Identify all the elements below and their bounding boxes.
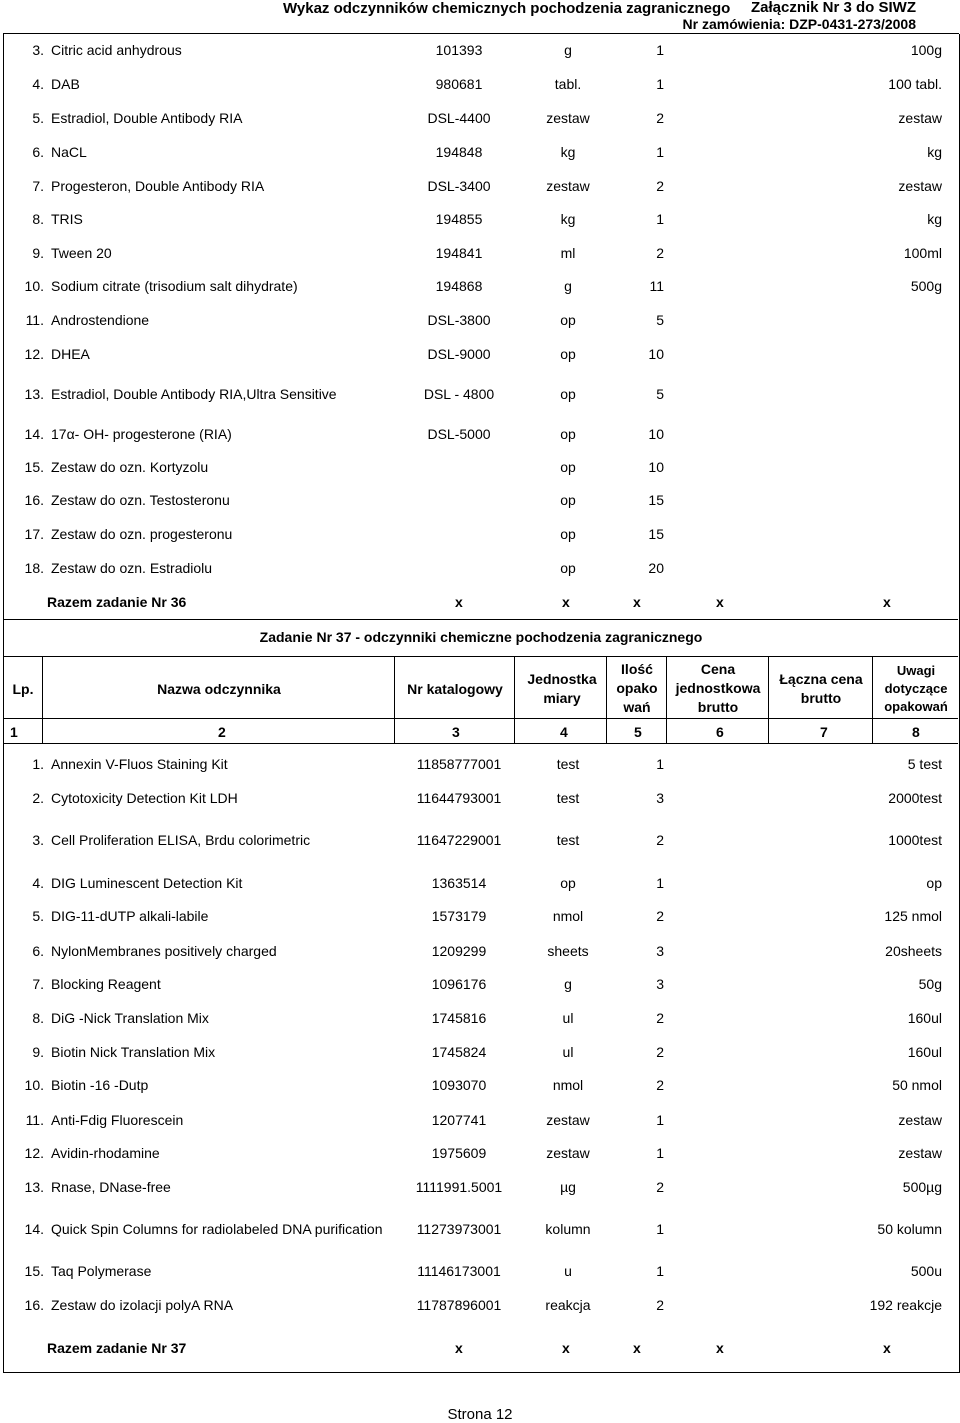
package-quantity: 2: [656, 1077, 664, 1093]
total-mark: x: [716, 1340, 724, 1356]
total-label: Razem zadanie Nr 37: [47, 1340, 187, 1356]
row-number: 13.: [24, 386, 44, 402]
col-number: 6: [716, 724, 724, 740]
section-37-title-text: Zadanie Nr 37 - odczynniki chemiczne pochodzenia zagranicznego: [259, 629, 703, 645]
reagent-name: Blocking Reagent: [51, 976, 161, 992]
row-number: 10.: [24, 1077, 44, 1093]
package-note: 100 tabl.: [888, 76, 942, 92]
package-quantity: 1: [656, 76, 664, 92]
package-quantity: 1: [656, 144, 664, 160]
package-quantity: 1: [656, 1112, 664, 1128]
reagent-name: Estradiol, Double Antibody RIA: [51, 110, 243, 126]
col-number: 2: [218, 724, 226, 740]
row-number: 3.: [32, 832, 44, 848]
catalog-number: 11273973001: [416, 1221, 502, 1237]
catalog-number: DSL - 4800: [423, 386, 495, 402]
package-note: 20sheets: [885, 943, 942, 959]
row-number: 18.: [24, 560, 44, 576]
reagent-name: Zestaw do ozn. Estradiolu: [51, 560, 213, 576]
row-number: 5.: [32, 110, 44, 126]
unit-of-measure: test: [556, 790, 580, 806]
header-notes-line: Uwagi: [896, 663, 936, 678]
total-label: Razem zadanie Nr 36: [47, 594, 187, 610]
row-number: 6.: [32, 144, 44, 160]
package-quantity: 2: [656, 1010, 664, 1026]
reagent-name: DIG Luminescent Detection Kit: [51, 875, 243, 891]
package-note: zestaw: [898, 178, 942, 194]
package-quantity: 10: [648, 459, 664, 475]
reagent-name: Estradiol, Double Antibody RIA,Ultra Sensitive: [51, 386, 337, 402]
package-note: 50 kolumn: [877, 1221, 942, 1237]
catalog-number: 1111991.5001: [415, 1179, 503, 1195]
unit-of-measure: nmol: [552, 908, 584, 924]
package-quantity: 2: [656, 178, 664, 194]
package-quantity: 1: [656, 756, 664, 772]
reagent-name: Quick Spin Columns for radiolabeled DNA purification: [51, 1221, 383, 1237]
catalog-number: 11647229001: [416, 832, 502, 848]
total-mark: x: [716, 594, 724, 610]
header-column-divider: [42, 656, 43, 743]
col-number: 1: [10, 724, 18, 740]
catalog-number: 194841: [435, 245, 483, 261]
package-quantity: 1: [656, 42, 664, 58]
reagent-name: DiG -Nick Translation Mix: [51, 1010, 209, 1026]
header-lp: Lp.: [12, 681, 34, 697]
header-price-line: brutto: [697, 699, 739, 715]
catalog-number: 101393: [435, 42, 483, 58]
package-quantity: 10: [648, 426, 664, 442]
unit-of-measure: u: [564, 1263, 572, 1279]
row-number: 16.: [24, 492, 44, 508]
catalog-number: DSL-3800: [427, 312, 491, 328]
total-mark: x: [455, 1340, 463, 1356]
unit-of-measure: test: [556, 832, 580, 848]
unit-of-measure: ul: [562, 1044, 574, 1060]
row-number: 1.: [32, 756, 44, 772]
total-mark: x: [883, 1340, 891, 1356]
package-note: 160ul: [907, 1010, 942, 1026]
package-quantity: 2: [656, 245, 664, 261]
header-total-line: brutto: [800, 690, 842, 706]
header-column-divider: [666, 656, 667, 743]
header-notes-line: dotyczące: [884, 681, 948, 696]
header-column-divider: [394, 656, 395, 743]
package-note: 500µg: [902, 1179, 942, 1195]
catalog-number: 1745816: [431, 1010, 487, 1026]
package-note: 100ml: [903, 245, 942, 261]
package-quantity: 15: [648, 526, 664, 542]
package-quantity: 1: [656, 1263, 664, 1279]
package-note: 50 nmol: [892, 1077, 942, 1093]
header-unit-line: Jednostka: [527, 671, 597, 687]
reagent-name: Anti-Fdig Fluorescein: [51, 1112, 184, 1128]
header-qty-line: wań: [623, 699, 651, 715]
unit-of-measure: op: [560, 492, 576, 508]
unit-of-measure: op: [560, 526, 576, 542]
unit-of-measure: g: [564, 42, 572, 58]
reagent-name: 17α- OH- progesterone (RIA): [51, 426, 232, 442]
package-note: 500g: [910, 278, 942, 294]
header-total-line: Łączna cena: [779, 671, 863, 687]
unit-of-measure: op: [560, 312, 576, 328]
unit-of-measure: test: [556, 756, 580, 772]
row-number: 8.: [32, 1010, 44, 1026]
catalog-number: DSL-3400: [427, 178, 491, 194]
row-number: 14.: [24, 1221, 44, 1237]
total-mark: x: [562, 594, 570, 610]
catalog-number: 1093070: [431, 1077, 487, 1093]
reagent-name: Cell Proliferation ELISA, Brdu colorimetric: [51, 832, 311, 848]
row-number: 7.: [32, 976, 44, 992]
row-number: 17.: [24, 526, 44, 542]
package-note: 2000test: [888, 790, 942, 806]
catalog-number: 1975609: [431, 1145, 487, 1161]
unit-of-measure: tabl.: [554, 76, 582, 92]
unit-of-measure: zestaw: [546, 1145, 590, 1161]
package-quantity: 2: [656, 1044, 664, 1060]
header-unit-line: miary: [543, 690, 581, 706]
catalog-number: DSL-5000: [427, 426, 491, 442]
catalog-number: 11858777001: [416, 756, 502, 772]
header-total-price: [770, 670, 872, 708]
row-number: 15.: [24, 1263, 44, 1279]
package-quantity: 5: [656, 386, 664, 402]
unit-of-measure: g: [564, 278, 572, 294]
section-36-total-row: [4, 594, 958, 612]
unit-of-measure: op: [560, 386, 576, 402]
total-mark: x: [883, 594, 891, 610]
row-number: 14.: [24, 426, 44, 442]
reagent-name: DHEA: [51, 346, 90, 362]
header-catalog: Nr katalogowy: [407, 681, 503, 697]
package-quantity: 3: [656, 790, 664, 806]
row-number: 12.: [24, 346, 44, 362]
catalog-number: 194848: [435, 144, 483, 160]
catalog-number: 980681: [435, 76, 483, 92]
row-number: 6.: [32, 943, 44, 959]
row-number: 4.: [32, 875, 44, 891]
package-note: 1000test: [888, 832, 942, 848]
total-mark: x: [562, 1340, 570, 1356]
catalog-number: DSL-9000: [427, 346, 491, 362]
catalog-number: 194868: [435, 278, 483, 294]
reagent-name: Citric acid anhydrous: [51, 42, 182, 58]
reagent-name: Zestaw do ozn. progesteronu: [51, 526, 233, 542]
catalog-number: 11644793001: [416, 790, 502, 806]
unit-of-measure: µg: [560, 1179, 576, 1195]
reagent-name: NaCL: [51, 144, 87, 160]
reagent-name: Avidin-rhodamine: [51, 1145, 160, 1161]
package-quantity: 2: [656, 908, 664, 924]
package-quantity: 1: [656, 1145, 664, 1161]
row-number: 7.: [32, 178, 44, 194]
unit-of-measure: sheets: [547, 943, 589, 959]
catalog-number: 1745824: [431, 1044, 487, 1060]
catalog-number: 1573179: [431, 908, 487, 924]
package-note: zestaw: [898, 1145, 942, 1161]
unit-of-measure: zestaw: [546, 178, 590, 194]
reagent-name: Biotin -16 -Dutp: [51, 1077, 149, 1093]
unit-of-measure: op: [560, 346, 576, 362]
package-quantity: 2: [656, 832, 664, 848]
col-numbers-bottom-border: [4, 743, 958, 744]
total-mark: x: [455, 594, 463, 610]
package-quantity: 15: [648, 492, 664, 508]
col-number: 7: [820, 724, 828, 740]
header-price-line: jednostkowa: [675, 680, 761, 696]
catalog-number: 194855: [435, 211, 483, 227]
package-quantity: 1: [656, 1221, 664, 1237]
reagent-name: Taq Polymerase: [51, 1263, 152, 1279]
row-number: 10.: [24, 278, 44, 294]
section-divider: [4, 619, 958, 620]
row-number: 3.: [32, 42, 44, 58]
package-note: kg: [927, 211, 942, 227]
row-number: 11.: [25, 312, 44, 328]
header-column-divider: [606, 656, 607, 743]
reagent-name: Progesteron, Double Antibody RIA: [51, 178, 265, 194]
catalog-number: 11146173001: [417, 1263, 501, 1279]
reagent-name: Zestaw do ozn. Testosteronu: [51, 492, 230, 508]
package-quantity: 10: [648, 346, 664, 362]
package-quantity: 5: [656, 312, 664, 328]
unit-of-measure: g: [564, 976, 572, 992]
catalog-number: 1207741: [431, 1112, 487, 1128]
package-note: 5 test: [907, 756, 942, 772]
catalog-number: 1096176: [431, 976, 487, 992]
section-37-title: [4, 629, 958, 645]
header-unit: [516, 670, 608, 708]
reagent-name: Biotin Nick Translation Mix: [51, 1044, 216, 1060]
unit-of-measure: kg: [560, 211, 576, 227]
package-quantity: 1: [656, 211, 664, 227]
row-number: 12.: [24, 1145, 44, 1161]
reagent-name: Zestaw do ozn. Kortyzolu: [51, 459, 209, 475]
order-number: Nr zamówienia: DZP-0431-273/2008: [682, 16, 916, 32]
reagent-name: TRIS: [51, 211, 83, 227]
col-number: 8: [912, 724, 920, 740]
header-name: Nazwa odczynnika: [157, 681, 281, 697]
document-title: Wykaz odczynników chemicznych pochodzenia zagranicznego: [283, 0, 731, 17]
header-qty: [608, 660, 666, 717]
row-number: 4.: [32, 76, 44, 92]
unit-of-measure: op: [560, 875, 576, 891]
header-unit-price: [668, 660, 768, 717]
section-37-total-row: [4, 1340, 958, 1358]
package-quantity: 2: [656, 1179, 664, 1195]
package-note: op: [926, 875, 942, 891]
row-number: 11.: [25, 1112, 44, 1128]
package-note: 160ul: [907, 1044, 942, 1060]
col-number: 3: [452, 724, 460, 740]
col-number: 4: [560, 724, 568, 740]
catalog-number: 11787896001: [416, 1297, 502, 1313]
catalog-number: 1209299: [431, 943, 487, 959]
row-number: 5.: [32, 908, 44, 924]
unit-of-measure: kg: [560, 144, 576, 160]
package-note: kg: [927, 144, 942, 160]
reagent-name: Tween 20: [51, 245, 112, 261]
reagent-name: Zestaw do izolacji polyA RNA: [51, 1297, 234, 1313]
unit-of-measure: kolumn: [545, 1221, 591, 1237]
row-number: 9.: [32, 1044, 44, 1060]
package-quantity: 1: [656, 875, 664, 891]
unit-of-measure: ul: [562, 1010, 574, 1026]
package-quantity: 2: [656, 1297, 664, 1313]
package-note: 100g: [910, 42, 942, 58]
row-number: 13.: [24, 1179, 44, 1195]
reagent-name: Annexin V-Fluos Staining Kit: [51, 756, 228, 772]
package-note: zestaw: [898, 1112, 942, 1128]
catalog-number: 1363514: [431, 875, 487, 891]
reagent-name: DAB: [51, 76, 80, 92]
header-top-border: [4, 656, 958, 657]
header-qty-line: Ilość: [621, 661, 653, 677]
row-number: 16.: [24, 1297, 44, 1313]
page-number: Strona 12: [447, 1406, 513, 1423]
total-mark: x: [633, 594, 641, 610]
package-note: 50g: [918, 976, 942, 992]
reagent-name: DIG-11-dUTP alkali-labile: [51, 908, 209, 924]
unit-of-measure: op: [560, 459, 576, 475]
header-notes: [874, 662, 958, 716]
header-bottom-border: [4, 718, 958, 719]
package-quantity: 3: [656, 943, 664, 959]
catalog-number: DSL-4400: [427, 110, 491, 126]
reagent-name: Cytotoxicity Detection Kit LDH: [51, 790, 238, 806]
attachment-label: Załącznik Nr 3 do SIWZ: [750, 0, 916, 16]
reagent-name: Rnase, DNase-free: [51, 1179, 171, 1195]
unit-of-measure: ml: [560, 245, 576, 261]
header-price-line: Cena: [700, 661, 736, 677]
header-notes-line: opakowań: [884, 699, 948, 714]
header-column-divider: [514, 656, 515, 743]
unit-of-measure: zestaw: [546, 1112, 590, 1128]
package-note: zestaw: [898, 110, 942, 126]
document-header-right: [683, 0, 916, 32]
package-quantity: 2: [656, 110, 664, 126]
col-number: 5: [634, 724, 642, 740]
row-number: 15.: [24, 459, 44, 475]
package-quantity: 3: [656, 976, 664, 992]
header-column-divider: [768, 656, 769, 743]
header-column-divider: [872, 656, 873, 743]
total-mark: x: [633, 1340, 641, 1356]
row-number: 9.: [32, 245, 44, 261]
package-quantity: 11: [649, 278, 664, 294]
unit-of-measure: zestaw: [546, 110, 590, 126]
package-note: 192 reakcje: [869, 1297, 942, 1313]
row-number: 8.: [32, 211, 44, 227]
package-note: 125 nmol: [884, 908, 942, 924]
reagent-name: Sodium citrate (trisodium salt dihydrate): [51, 278, 298, 294]
unit-of-measure: op: [560, 560, 576, 576]
package-note: 500u: [910, 1263, 942, 1279]
unit-of-measure: reakcja: [545, 1297, 591, 1313]
row-number: 2.: [32, 790, 44, 806]
unit-of-measure: op: [560, 426, 576, 442]
header-qty-line: opako: [616, 680, 658, 696]
reagent-name: Androstendione: [51, 312, 150, 328]
reagent-name: NylonMembranes positively charged: [51, 943, 277, 959]
unit-of-measure: nmol: [552, 1077, 584, 1093]
package-quantity: 20: [648, 560, 664, 576]
